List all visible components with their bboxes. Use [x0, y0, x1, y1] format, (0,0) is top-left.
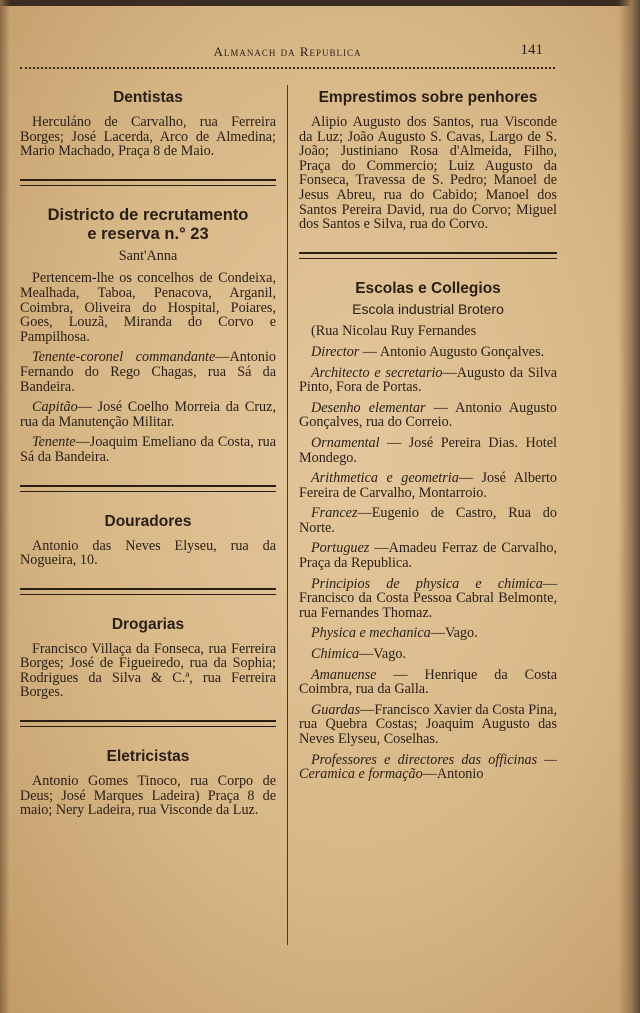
list-item [20, 400, 276, 429]
page-number: 141 [520, 42, 543, 58]
list-item [299, 647, 557, 662]
list-item [299, 626, 557, 641]
list-item [299, 436, 557, 465]
list-item [299, 577, 557, 621]
section-title-line1: Districto de recrutamento [47, 205, 249, 224]
entry-text: —Antonio Fernando do Rego Chagas, rua Sá da Bandeira. [20, 349, 276, 395]
entry-role: Tenente [32, 434, 76, 451]
running-head: Almanach da Republica [213, 44, 362, 59]
list-item [299, 471, 557, 500]
section-emprestimos [299, 88, 557, 232]
entry-text: —Joaquim Emeliano da Costa, rua Sá da Bandeira. [20, 434, 276, 465]
entry-role: Professores e directores das officinas —Ceramica e formação [299, 751, 557, 783]
section-text: Alipio Augusto dos Santos, rua Visconde da Luz; João Augusto S. Cavas, Largo de S. João; Justiniano Rosa d'Almeida, Filho, Praça do Commercio; Luiz Augusto da Fonseca, Travessa de S. Pedro; Manoel de Jesus Abreu, rua do Cabido; Manoel dos Santos Pereira David, rua do Corvo; Miguel dos Santos e Silva, rua do Corvo. [299, 114, 557, 233]
entry-role: Ornamental [311, 434, 380, 451]
page-header [20, 42, 555, 66]
section-rule [20, 179, 276, 186]
entry-text: — José Pereira Dias. Hotel Mondego. [299, 434, 557, 466]
entry-text: — Francisco da Costa Pessoa Cabral Belmonte, rua Fernandes Thomaz. [299, 575, 557, 621]
section-escolas [299, 279, 557, 782]
right-column [299, 88, 557, 782]
entry-role: Capitão [32, 399, 78, 416]
list-item [299, 703, 557, 747]
column-divider [287, 85, 288, 945]
entry-text: —Amadeu Ferraz de Carvalho, Praça da Republica. [299, 540, 557, 572]
entry-role: Francez [311, 505, 358, 522]
list-item [299, 668, 557, 697]
entry-role: Desenho elementar [311, 399, 426, 416]
entry-text: — Antonio Augusto Gonçalves. [359, 343, 545, 360]
entry-text: —Eugenio de Castro, Rua do Norte. [299, 505, 557, 536]
section-eletricistas [20, 747, 276, 818]
section-title [20, 206, 276, 245]
list-item [299, 366, 557, 395]
section-title: Dentistas [113, 89, 183, 106]
list-item [20, 435, 276, 464]
entry-role: Director [311, 343, 360, 360]
section-address: (Rua Nicolau Ruy Fernandes [311, 323, 477, 340]
entry-role: Portuguez [311, 540, 370, 557]
entry-role: Physica e mechanica [311, 625, 431, 642]
page-top-edge [0, 0, 640, 6]
section-dentistas [20, 88, 276, 159]
entry-role: Chimica [311, 646, 360, 663]
entry-text: — Antonio Augusto Gonçalves, rua do Correio. [299, 399, 557, 431]
section-text: Herculáno de Carvalho, rua Ferreira Borges; José Lacerda, Arco de Almedina; Mario Machado, Praça 8 de Maio. [20, 114, 276, 160]
entry-role: Tenente-coronel commandante [32, 349, 216, 366]
page-left-shadow [0, 0, 10, 1013]
list-item [20, 350, 276, 394]
list-item [299, 506, 557, 535]
page-right-shadow [618, 0, 640, 1013]
section-subtitle: Sant'Anna [118, 247, 178, 264]
list-item [299, 345, 557, 360]
entry-text: —Vago. [359, 646, 406, 663]
section-text: Antonio das Neves Elyseu, rua da Nogueira, 10. [20, 537, 276, 569]
entry-role: Amanuense [311, 666, 377, 683]
list-item [299, 541, 557, 570]
section-title: Eletricistas [106, 748, 190, 766]
entry-text: — José Alberto Fereira de Carvalho, Montarroio. [299, 470, 557, 501]
section-rule [299, 252, 557, 259]
section-title: Drogarias [111, 615, 185, 633]
section-text: Francisco Villaça da Fonseca, rua Ferreira Borges; José de Figueiredo, rua da Sophia; Rodrigues da Silva & C.ª, rua Ferreira Borges. [20, 640, 276, 701]
entry-text: — Henrique da Costa Coimbra, rua da Galla. [299, 666, 557, 698]
escolas-entries [299, 345, 557, 782]
entry-text: — José Coelho Morreia da Cruz, rua da Manutenção Militar. [20, 399, 276, 430]
entry-text: —Francisco Xavier da Costa Pina, rua Quebra Costas; Joaquim Augusto das Neves Elyseu, Coselhas. [299, 701, 557, 747]
section-rule [20, 720, 276, 727]
section-text: Antonio Gomes Tinoco, rua Corpo de Deus; José Marques Ladeira) Praça 8 de maio; Nery Ladeira, rua Visconde da Luz. [20, 773, 276, 819]
left-column [20, 88, 276, 818]
entry-role: Guardas [311, 701, 361, 718]
list-item [299, 753, 557, 782]
entry-text: —Augusto da Silva Pinto, Fora de Portas. [299, 364, 557, 396]
section-rule [20, 588, 276, 595]
entry-role: Principios de physica e chimica [311, 575, 543, 592]
header-rule [20, 67, 555, 69]
entry-text: —Vago. [430, 625, 478, 642]
section-title: Escolas e Collegios [355, 279, 501, 297]
section-title: Emprestimos sobre penhores [318, 89, 538, 106]
section-intro: Pertencem-lhe os concelhos de Condeixa, Mealhada, Taboa, Penacova, Arganil, Coimbra, Oliveira do Hospital, Poiares, Goes, Louzã, Miranda do Corvo e Pampilhosa. [20, 270, 276, 345]
section-districto [20, 206, 276, 465]
entry-text: —Antonio [422, 766, 484, 783]
section-title: Douradores [104, 512, 192, 530]
entry-role: Arithmetica e geometria [311, 470, 459, 487]
section-douradores [20, 512, 276, 568]
section-subtitle: Escola industrial Brotero [352, 300, 504, 317]
list-item [299, 401, 557, 430]
section-rule [20, 485, 276, 492]
section-title-line2: e reserva n.° 23 [87, 225, 209, 244]
entry-role: Architecto e secretario [311, 364, 443, 381]
section-drogarias [20, 615, 276, 700]
